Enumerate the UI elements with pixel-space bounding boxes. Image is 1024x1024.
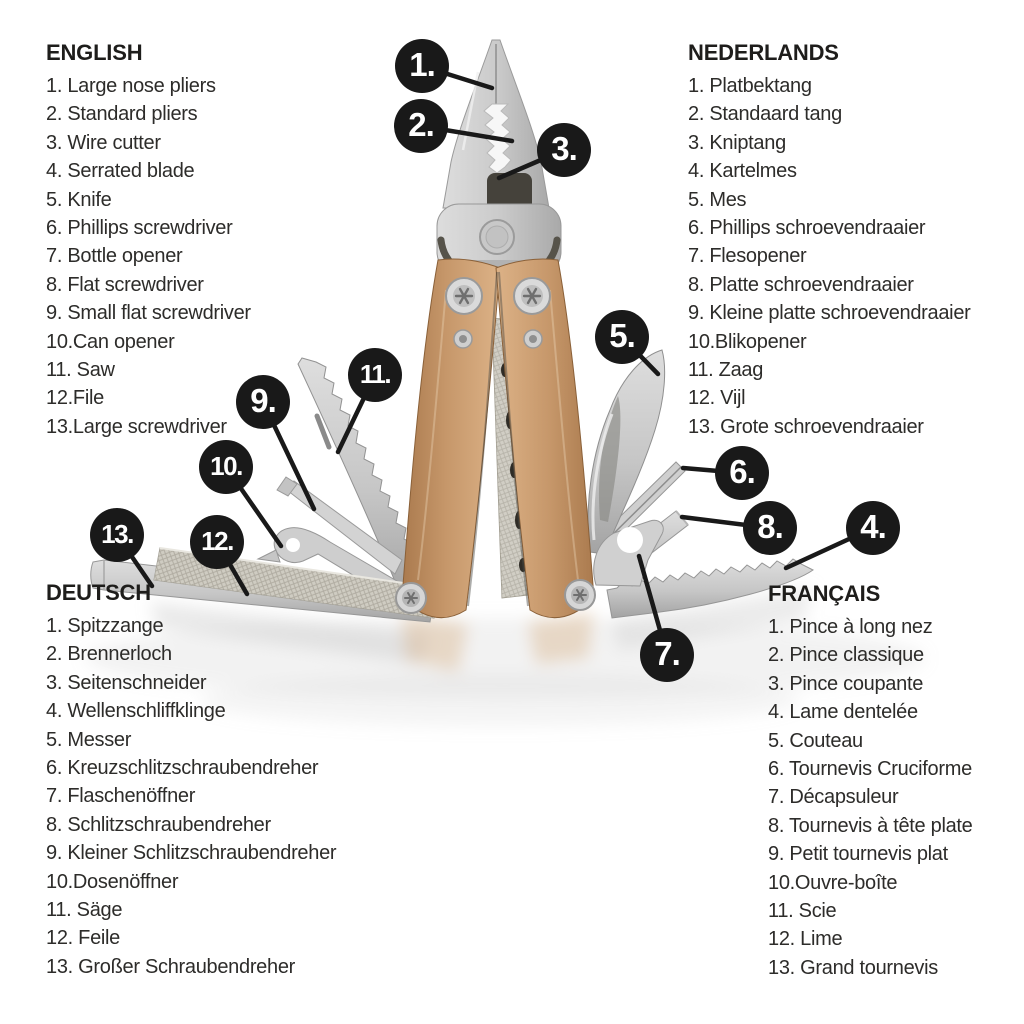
tool-list-item: 8. Tournevis à tête plate <box>768 814 973 837</box>
callout-number: 4. <box>860 508 886 545</box>
callout-8 <box>743 501 797 555</box>
tool-list-item: 11. Scie <box>768 900 837 923</box>
tool-list-item: 7. Bottle opener <box>46 245 183 268</box>
tool-list-item: 6. Tournevis Cruciforme <box>768 758 972 781</box>
callout-number: 3. <box>551 130 577 167</box>
callout-number: 7. <box>654 635 680 672</box>
callout-7 <box>640 628 694 682</box>
callout-4 <box>846 501 900 555</box>
language-title-nederlands: NEDERLANDS <box>688 40 839 65</box>
tool-list-item: 13. Großer Schraubendreher <box>46 955 296 978</box>
tool-list-item: 1. Spitzzange <box>46 615 164 637</box>
tool-list-item: 9. Small flat screwdriver <box>46 302 251 325</box>
tool-list-francais <box>768 613 973 982</box>
callout-number: 8. <box>757 508 783 545</box>
tool-list-item: 3. Kniptang <box>688 131 786 154</box>
callout-10 <box>199 440 253 494</box>
callout-number: 5. <box>609 317 635 354</box>
callout-number: 13. <box>101 518 133 549</box>
callout-number: 12. <box>201 525 233 556</box>
tool-list-item: 8. Platte schroevendraaier <box>688 273 914 296</box>
tool-list-item: 13. Grand tournevis <box>768 956 938 979</box>
tool-list-item: 11. Säge <box>46 899 123 922</box>
language-section-francais <box>768 583 973 982</box>
tool-list-item: 4. Kartelmes <box>688 160 797 183</box>
tool-list-item: 7. Flaschenöffner <box>46 785 196 808</box>
tool-list-deutsch <box>46 612 336 981</box>
language-title-francais: FRANÇAIS <box>768 581 881 606</box>
callout-6 <box>715 446 769 500</box>
tool-list-item: 4. Lame dentelée <box>768 701 918 724</box>
language-section-deutsch <box>46 582 336 981</box>
callout-1 <box>395 39 449 93</box>
callout-12 <box>190 515 244 569</box>
callout-number: 9. <box>250 382 276 419</box>
tool-list-item: 11. Saw <box>46 359 115 382</box>
tool-list-item: 6. Phillips schroevendraaier <box>688 217 926 240</box>
tool-list-item: 7. Décapsuleur <box>768 786 899 809</box>
tool-list-item: 3. Seitenschneider <box>46 671 207 694</box>
tool-list-item: 12. Lime <box>768 928 843 951</box>
callout-number: 2. <box>408 106 434 143</box>
tool-list-item: 6. Phillips screwdriver <box>46 217 233 240</box>
language-section-english <box>46 42 251 441</box>
tool-list-item: 8. Flat screwdriver <box>46 273 204 296</box>
tool-list-item: 10.Dosenöffner <box>46 870 179 893</box>
tool-list-item: 5. Messer <box>46 728 132 751</box>
tool-list-item: 2. Brennerloch <box>46 643 172 666</box>
tool-list-item: 6. Kreuzschlitzschraubendreher <box>46 757 319 780</box>
callout-2 <box>394 99 448 153</box>
tool-list-item: 5. Knife <box>46 188 112 211</box>
callout-5 <box>595 310 649 364</box>
tool-list-item: 9. Kleine platte schroevendraaier <box>688 302 971 325</box>
tool-list-item: 1. Pince à long nez <box>768 616 933 638</box>
language-title-english: ENGLISH <box>46 40 143 65</box>
callout-3 <box>537 123 591 177</box>
tool-list-english <box>46 72 251 441</box>
tool-list-item: 11. Zaag <box>688 359 764 382</box>
tool-list-item: 10.Can opener <box>46 330 175 353</box>
tool-list-item: 5. Couteau <box>768 729 863 752</box>
tool-list-item: 3. Wire cutter <box>46 131 161 154</box>
tool-list-item: 9. Petit tournevis plat <box>768 843 948 866</box>
tool-list-item: 12.File <box>46 387 104 410</box>
callout-13 <box>90 508 144 562</box>
language-title-deutsch: DEUTSCH <box>46 580 151 605</box>
tool-list-item: 4. Wellenschliffklinge <box>46 700 226 723</box>
tool-list-item: 12. Vijl <box>688 387 746 410</box>
tool-list-item: 2. Standaard tang <box>688 103 842 126</box>
tool-list-item: 3. Pince coupante <box>768 672 924 695</box>
tool-list-item: 4. Serrated blade <box>46 160 195 183</box>
tool-list-item: 8. Schlitzschraubendreher <box>46 813 271 836</box>
tool-list-item: 13.Large screwdriver <box>46 415 227 438</box>
language-section-nederlands <box>688 42 971 441</box>
tool-list-item: 9. Kleiner Schlitzschraubendreher <box>46 842 337 865</box>
callout-number: 6. <box>729 453 755 490</box>
callout-number: 10. <box>210 450 242 481</box>
tool-list-item: 10.Blikopener <box>688 330 807 353</box>
tool-list-nederlands <box>688 72 971 441</box>
tool-list-item: 5. Mes <box>688 188 747 211</box>
tool-list-item: 13. Grote schroevendraaier <box>688 415 924 438</box>
tool-list-item: 12. Feile <box>46 927 121 950</box>
tool-list-item: 2. Standard pliers <box>46 103 198 126</box>
tool-list-item: 1. Large nose pliers <box>46 75 216 97</box>
callout-number: 11. <box>359 358 391 389</box>
tool-list-item: 7. Flesopener <box>688 245 807 268</box>
tool-list-item: 10.Ouvre-boîte <box>768 871 898 894</box>
callout-number: 1. <box>409 46 435 83</box>
tool-list-item: 2. Pince classique <box>768 644 924 667</box>
callout-11 <box>348 348 402 402</box>
tool-list-item: 1. Platbektang <box>688 75 812 97</box>
